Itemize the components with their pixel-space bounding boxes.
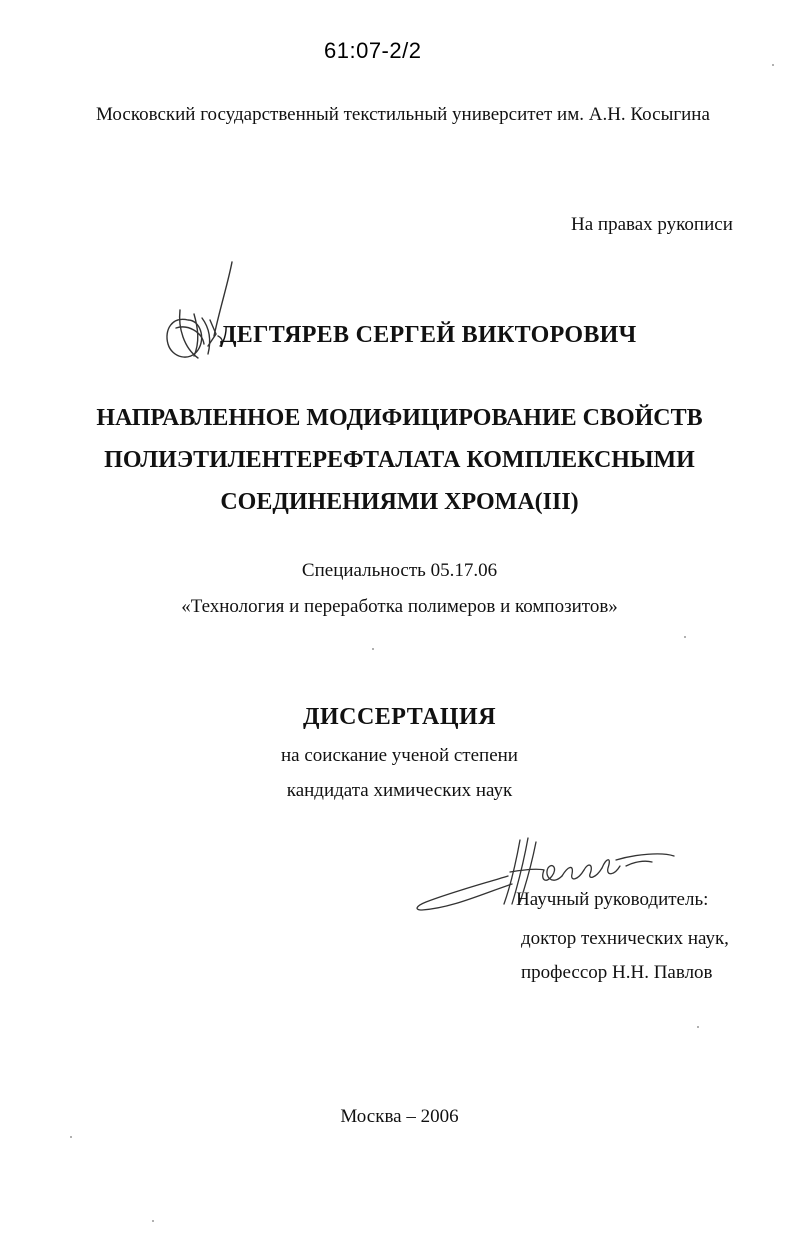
degree-line-2: кандидата химических наук xyxy=(286,780,513,801)
author-name: ДЕГТЯРЕВ СЕРГЕЙ ВИКТОРОВИЧ xyxy=(220,322,637,348)
dissertation-title xyxy=(0,397,799,523)
scan-speck xyxy=(152,1220,154,1222)
archive-code: 61:07-2/2 xyxy=(324,38,422,63)
author-signature xyxy=(158,258,238,368)
city-year: Москва – 2006 xyxy=(340,1106,459,1127)
supervisor-name: профессор Н.Н. Павлов xyxy=(521,962,713,983)
title-line: ПОЛИЭТИЛЕНТЕРЕФТАЛАТА КОМПЛЕКСНЫМИ xyxy=(104,447,695,473)
supervisor-title: Научный руководитель: xyxy=(516,889,709,910)
supervisor-degree: доктор технических наук, xyxy=(521,928,729,949)
scan-speck xyxy=(684,636,686,638)
university-name: Московский государственный текстильный университет им. А.Н. Косыгина xyxy=(96,104,710,125)
scan-speck xyxy=(772,64,774,66)
scan-speck xyxy=(697,1026,699,1028)
specialty-name: «Технология и переработка полимеров и композитов» xyxy=(181,596,618,617)
title-line: СОЕДИНЕНИЯМИ ХРОМА(III) xyxy=(220,489,579,515)
scan-speck xyxy=(70,1136,72,1138)
scan-speck xyxy=(372,648,374,650)
degree-line-1: на соискание ученой степени xyxy=(281,745,518,766)
title-line: НАПРАВЛЕННОЕ МОДИФИЦИРОВАНИЕ СВОЙСТВ xyxy=(96,405,703,431)
manuscript-rights-note: На правах рукописи xyxy=(571,214,733,235)
document-type: ДИССЕРТАЦИЯ xyxy=(302,704,497,730)
specialty-code: Специальность 05.17.06 xyxy=(301,560,498,581)
